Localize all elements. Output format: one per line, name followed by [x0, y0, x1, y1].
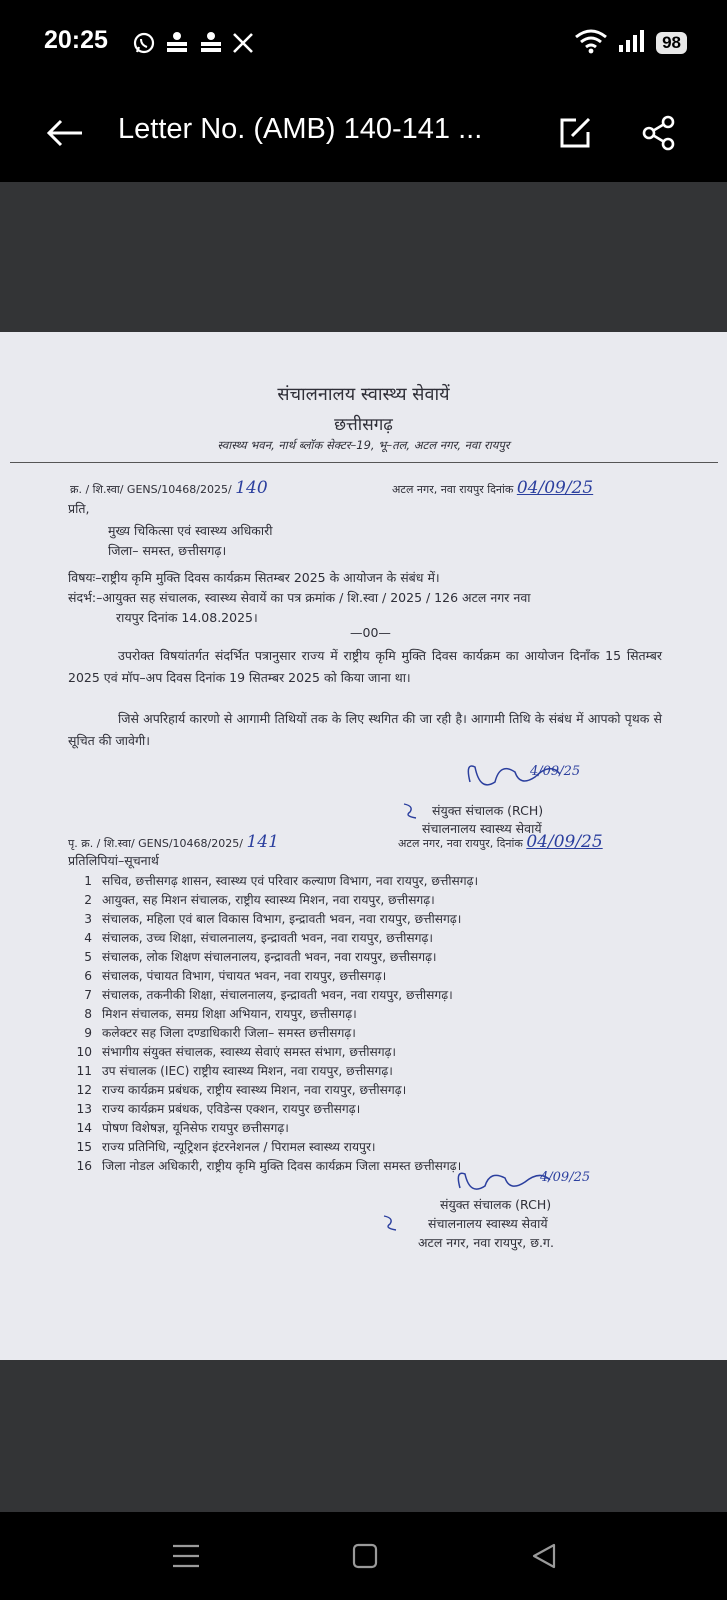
reference-line1: संदर्भ:–आयुक्त सह संचालक, स्वास्थ्य सेवायें का पत्र क्रमांक / शि.स्वा / 2025 / 126 अटल नगर नवा — [68, 590, 531, 605]
reference-line2: रायपुर दिनांक 14.08.2025। — [116, 610, 258, 625]
ref-date-handwritten: 04/09/25 — [516, 478, 594, 498]
list-item — [62, 872, 478, 891]
ref-number-handwritten: 140 — [235, 478, 268, 498]
list-item-number: 3 — [84, 912, 92, 926]
list-item — [62, 1138, 478, 1157]
list-item-number: 16 — [76, 1159, 92, 1173]
list-item — [62, 929, 478, 948]
list-item-text: राज्य प्रतिनिधि, न्यूट्रिशन इंटरनेशनल / पिरामल स्वास्थ्य रायपुर। — [102, 1140, 376, 1154]
separator: —00— — [350, 625, 391, 640]
endorsement-number-handwritten: 141 — [246, 832, 279, 852]
list-item-text: राज्य कार्यक्रम प्रबंधक, एविडेन्स एक्शन, रायपुर छत्तीसगढ़। — [102, 1102, 361, 1116]
system-back-button[interactable] — [522, 1534, 566, 1578]
status-bar — [0, 0, 727, 88]
home-icon — [351, 1542, 379, 1570]
list-item-number: 7 — [84, 988, 92, 1002]
edit-icon — [558, 116, 592, 150]
list-item-text: आयुक्त, सह मिशन संचालक, राष्ट्रीय स्वास्थ्य मिशन, नवा रायपुर, छत्तीसगढ़। — [102, 893, 435, 907]
list-item-number: 13 — [76, 1102, 92, 1116]
whatsapp-icon — [132, 31, 156, 59]
signal-icon — [618, 29, 646, 57]
body-paragraph-1: उपरोक्त विषयांतर्गत संदर्भित पत्रानुसार राज्य में राष्ट्रीय कृमि मुक्ति दिवस कार्यक्रम का आयोजन दिनाँक 15 सितम्बर 2025 एवं मॉप–अप दिवस दिनांक 19 सितम्बर 2025 को किया जाना था। — [68, 648, 662, 685]
signature-2-date: 4/09/25 — [540, 1170, 591, 1185]
system-icons — [574, 28, 687, 58]
signature-1-date: 4/09/25 — [530, 764, 581, 779]
signature-block-2 — [380, 1162, 660, 1282]
list-item-number: 2 — [84, 893, 92, 907]
list-item-number: 6 — [84, 969, 92, 983]
list-item-text: संचालक, लोक शिक्षण संचालनालय, इन्द्रावती भवन, नवा रायपुर, छत्तीसगढ़। — [102, 950, 437, 964]
list-item-number: 9 — [84, 1026, 92, 1040]
ref-place-date: अटल नगर, नवा रायपुर दिनांक 04/09/25 — [392, 478, 594, 498]
list-item-number: 1 — [84, 874, 92, 888]
copy-to-label: प्रतिलिपियां–सूचनार्थ — [68, 853, 159, 868]
list-item-number: 8 — [84, 1007, 92, 1021]
endorsement-place-date: अटल नगर, नवा रायपुर, दिनांक 04/09/25 — [398, 832, 603, 852]
list-item — [62, 891, 478, 910]
list-item — [62, 910, 478, 929]
list-item — [62, 986, 478, 1005]
dainik-bhaskar-icon — [198, 30, 224, 60]
list-item-text: मिशन संचालक, समग्र शिक्षा अभियान, रायपुर, छत्तीसगढ़। — [102, 1007, 357, 1021]
list-item — [62, 1043, 478, 1062]
home-button[interactable] — [343, 1534, 387, 1578]
document-viewer[interactable] — [0, 182, 727, 1512]
subject-line: विषयः–राष्ट्रीय कृमि मुक्ति दिवस कार्यक्रम सितम्बर 2025 के आयोजन के संबंध में। — [68, 570, 440, 585]
back-triangle-icon — [530, 1542, 558, 1570]
ref-number: क्र. / शि.स्वा/ GENS/10468/2025/ 140 — [70, 478, 268, 498]
x-icon — [232, 32, 254, 58]
body-paragraph-2: जिसे अपरिहार्य कारणो से आगामी तिथियों तक के लिए स्थगित की जा रही है। आगामी तिथि के संबंध में आपको पृथक से सूचित की जावेगी। — [68, 711, 662, 748]
list-item-text: संचालक, महिला एवं बाल विकास विभाग, इन्द्रावती भवन, नवा रायपुर, छत्तीसगढ़। — [102, 912, 462, 926]
initials-scribble — [380, 1212, 402, 1234]
recent-apps-button[interactable] — [164, 1534, 208, 1578]
list-item-number: 14 — [76, 1121, 92, 1135]
wifi-icon — [574, 28, 608, 58]
dainik-bhaskar-icon — [164, 30, 190, 60]
state-heading: छत्तीसगढ़ — [334, 415, 393, 435]
to-label: प्रति, — [68, 501, 90, 516]
list-item-text: कलेक्टर सह जिला दण्डाधिकारी जिला– समस्त छत्तीसगढ़। — [102, 1026, 356, 1040]
list-item-text: सचिव, छत्तीसगढ़ शासन, स्वास्थ्य एवं परिवार कल्याण विभाग, नवा रायपुर, छत्तीसगढ़। — [102, 874, 479, 888]
list-item-text: राज्य कार्यक्रम प्रबंधक, राष्ट्रीय स्वास्थ्य मिशन, नवा रायपुर, छत्तीसगढ़। — [102, 1083, 407, 1097]
endorsement-date-handwritten: 04/09/25 — [526, 832, 603, 852]
list-item-number: 5 — [84, 950, 92, 964]
signature-2-title: संयुक्त संचालक (RCH) — [440, 1197, 552, 1212]
list-item — [62, 967, 478, 986]
signature-2-place: अटल नगर, नवा रायपुर, छ.ग. — [418, 1235, 554, 1250]
back-arrow-icon — [46, 118, 84, 148]
notification-icons — [132, 30, 254, 60]
list-item — [62, 1024, 478, 1043]
office-heading: संचालनालय स्वास्थ्य सेवायें — [277, 384, 450, 405]
copy-to-list — [62, 872, 478, 1176]
battery-icon: 98 — [656, 32, 687, 54]
list-item-text: संचालक, पंचायत विभाग, पंचायत भवन, नवा रायपुर, छत्तीसगढ़। — [102, 969, 387, 983]
list-item-number: 10 — [76, 1045, 92, 1059]
app-bar — [0, 88, 727, 182]
addressee-line1: मुख्य चिकित्सा एवं स्वास्थ्य अधिकारी — [108, 523, 273, 538]
document-title: Letter No. (AMB) 140-141 ... — [118, 113, 483, 145]
share-button[interactable] — [636, 110, 682, 156]
list-item — [62, 948, 478, 967]
signature-1-title: संयुक्त संचालक (RCH) — [432, 803, 544, 818]
signature-2-office: संचालनालय स्वास्थ्य सेवायें — [428, 1216, 548, 1231]
addressee-line2: जिला– समस्त, छत्तीसगढ़। — [108, 543, 227, 558]
navigation-bar — [0, 1512, 727, 1600]
header-divider — [10, 462, 718, 463]
list-item — [62, 1100, 478, 1119]
list-item-text: जिला नोडल अधिकारी, राष्ट्रीय कृमि मुक्ति दिवस कार्यक्रम जिला समस्त छत्तीसगढ़। — [102, 1159, 462, 1173]
status-time: 20:25 — [44, 26, 108, 54]
list-item — [62, 1081, 478, 1100]
edit-button[interactable] — [552, 110, 598, 156]
list-item — [62, 1005, 478, 1024]
initials-scribble — [400, 800, 422, 822]
signature-1-office: संचालनालय स्वास्थ्य सेवायें — [422, 821, 542, 836]
document-page[interactable] — [0, 332, 727, 1360]
list-item-text: संचालक, तकनीकी शिक्षा, संचालनालय, इन्द्रावती भवन, नवा रायपुर, छत्तीसगढ़। — [102, 988, 453, 1002]
list-item-text: पोषण विशेषज्ञ, यूनिसेफ रायपुर छत्तीसगढ़। — [102, 1121, 289, 1135]
endorsement-number: पृ. क्र. / शि.स्वा/ GENS/10468/2025/ 141 — [68, 832, 279, 852]
share-icon — [641, 115, 677, 151]
list-item-text: संचालक, उच्च शिक्षा, संचालनालय, इन्द्रावती भवन, नवा रायपुर, छत्तीसगढ़। — [102, 931, 434, 945]
office-address: स्वास्थ्य भवन, नार्थ ब्लॉक सेक्टर–19, भू–तल, अटल नगर, नवा रायपुर — [217, 438, 510, 452]
list-item — [62, 1119, 478, 1138]
list-item — [62, 1062, 478, 1081]
back-button[interactable] — [40, 108, 90, 158]
list-item-text: उप संचालक (IEC) राष्ट्रीय स्वास्थ्य मिशन, नवा रायपुर, छत्तीसगढ़। — [102, 1064, 393, 1078]
list-item-number: 4 — [84, 931, 92, 945]
list-item-number: 15 — [76, 1140, 92, 1154]
list-item-text: संभागीय संयुक्त संचालक, स्वास्थ्य सेवाएं समस्त संभाग, छत्तीसगढ़। — [102, 1045, 397, 1059]
menu-icon — [171, 1543, 201, 1569]
list-item-number: 12 — [76, 1083, 92, 1097]
list-item-number: 11 — [76, 1064, 92, 1078]
